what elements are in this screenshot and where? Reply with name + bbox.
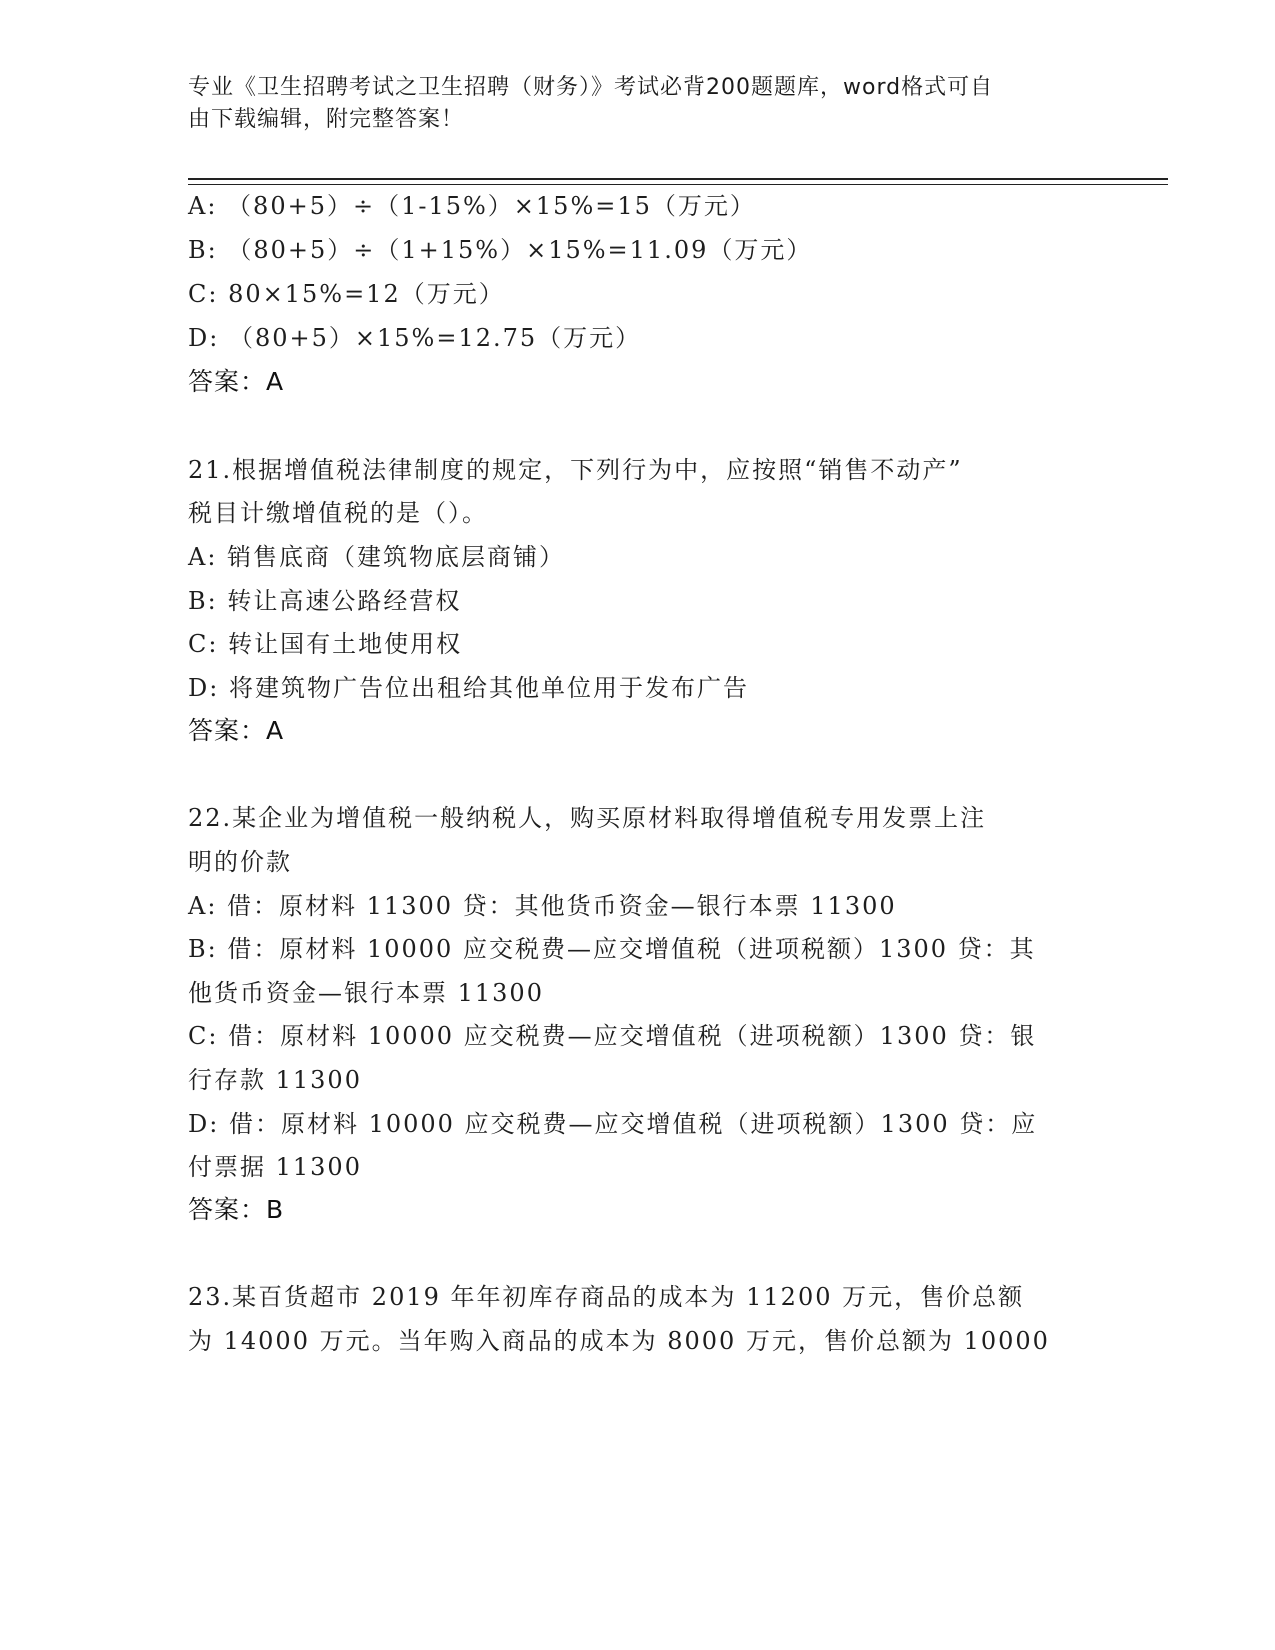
header-title-line-1: 专业《卫生招聘考试之卫生招聘（财务）》考试必背200题题库，word格式可自 xyxy=(188,75,994,100)
q22-option-d-line-2: 付票据 11300 xyxy=(188,1153,362,1181)
document-header xyxy=(188,72,1088,136)
q21-stem-line-1: 21.根据增值税法律制度的规定，下列行为中，应按照“销售不动产” xyxy=(188,456,963,484)
q22-option-d-line-1: D: 借：原材料 10000 应交税费—应交增值税（进项税额）1300 贷：应 xyxy=(188,1110,1038,1138)
q21-stem-line-2: 税目计缴增值税的是（）。 xyxy=(188,499,488,527)
q21-option-c: C: 转让国有土地使用权 xyxy=(188,630,463,658)
q22-option-c-line-2: 行存款 11300 xyxy=(188,1066,362,1094)
q22-option-c-line-1: C: 借：原材料 10000 应交税费—应交增值税（进项税额）1300 贷：银 xyxy=(188,1022,1037,1050)
header-divider-thick xyxy=(188,178,1168,180)
q22-answer: 答案：B xyxy=(188,1195,285,1224)
q20-option-b: B: （80+5）÷（1+15%）×15%=11.09（万元） xyxy=(188,236,813,264)
header-title-line-2: 由下载编辑，附完整答案！ xyxy=(188,107,465,132)
q22-stem-line-2: 明的价款 xyxy=(188,848,292,876)
q21-option-b: B: 转让高速公路经营权 xyxy=(188,587,462,615)
q23-stem-line-1: 23.某百货超市 2019 年年初库存商品的成本为 11200 万元，售价总额 xyxy=(188,1283,1025,1311)
q20-answer: 答案：A xyxy=(188,367,285,396)
q20-option-a: A: （80+5）÷（1-15%）×15%=15（万元） xyxy=(188,192,756,220)
q21-option-a: A: 销售底商（建筑物底层商铺） xyxy=(188,543,566,571)
q23-stem-line-2: 为 14000 万元。当年购入商品的成本为 8000 万元，售价总额为 10000 xyxy=(188,1327,1050,1355)
q20-option-c: C: 80×15%=12（万元） xyxy=(188,280,505,308)
header-divider-thin xyxy=(188,184,1168,185)
q22-option-b-line-1: B: 借：原材料 10000 应交税费—应交增值税（进项税额）1300 贷：其 xyxy=(188,935,1036,963)
q22-option-a: A: 借：原材料 11300 贷：其他货币资金—银行本票 11300 xyxy=(188,892,897,920)
q20-option-d: D: （80+5）×15%=12.75（万元） xyxy=(188,324,642,352)
q22-stem-line-1: 22.某企业为增值税一般纳税人，购买原材料取得增值税专用发票上注 xyxy=(188,804,987,832)
q22-option-b-line-2: 他货币资金—银行本票 11300 xyxy=(188,979,544,1007)
q21-answer: 答案：A xyxy=(188,716,285,745)
q21-option-d: D: 将建筑物广告位出租给其他单位用于发布广告 xyxy=(188,674,749,702)
